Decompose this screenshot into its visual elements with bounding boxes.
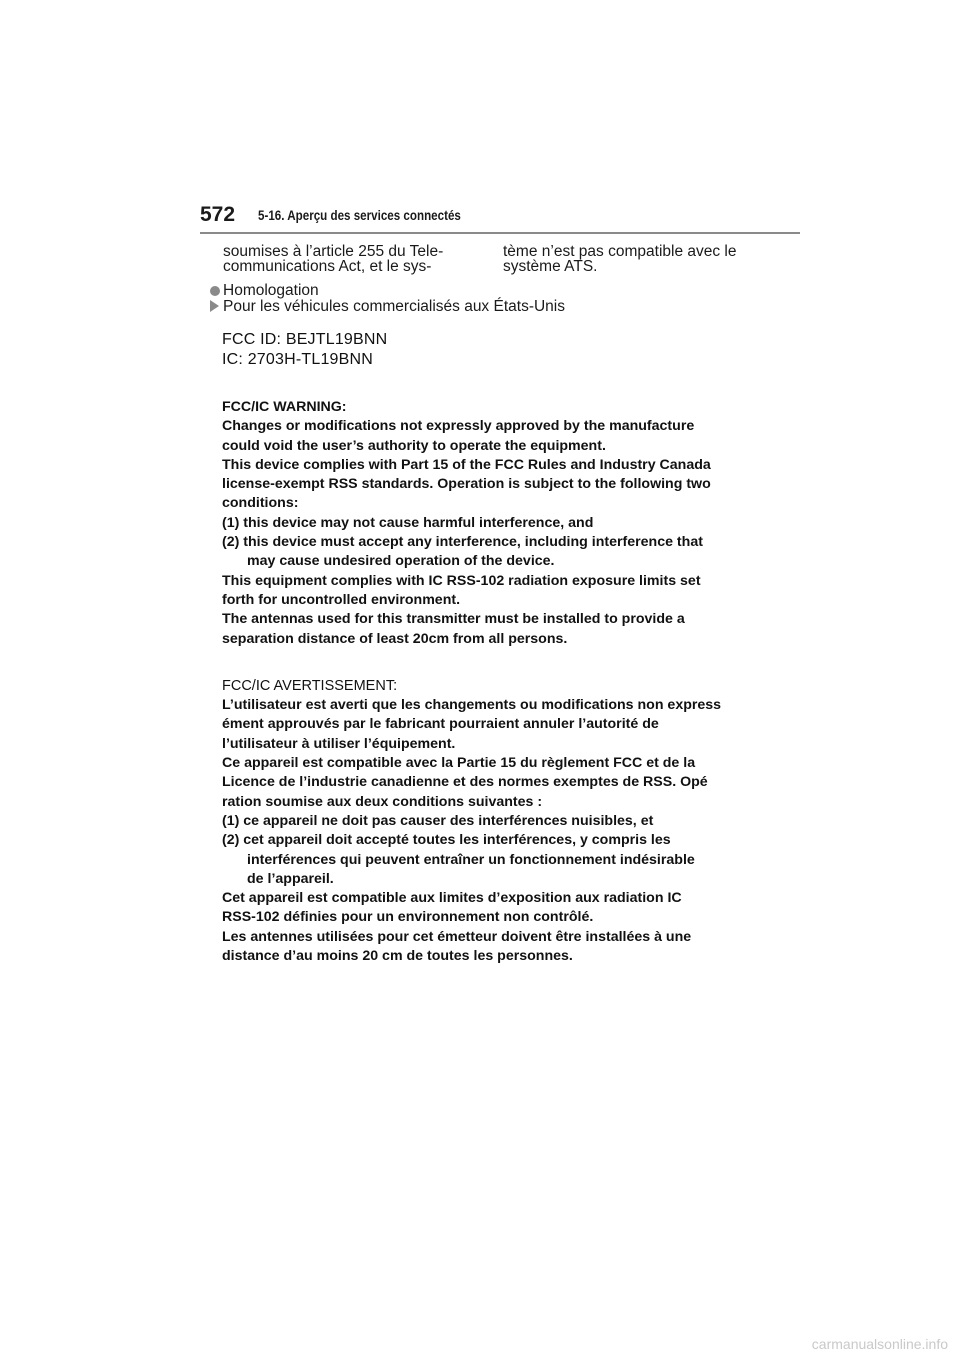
- page-number: 572: [200, 203, 236, 226]
- warning-fr-line: Les antennes utilisées pour cet émetteur doivent être installées à une: [222, 928, 692, 945]
- intro-left-line: communications Act, et le sys-: [223, 258, 432, 275]
- warning-en-line: (2) this device must accept any interference, including interference that: [222, 534, 703, 551]
- warning-en-line: The antennas used for this transmitter must be installed to provide a: [222, 611, 685, 628]
- header-rule: [200, 232, 800, 234]
- warning-en-line: Changes or modifications not expressly approved by the manufacture: [222, 418, 695, 435]
- arrow-right-icon: [210, 300, 219, 312]
- section-title: 5-16. Aperçu des services connectés: [258, 208, 461, 223]
- warning-en-line: conditions:: [222, 495, 299, 512]
- warning-en-line: could void the user’s authority to operate the equipment.: [222, 437, 606, 454]
- warning-fr-line: RSS-102 définies pour un environnement non contrôlé.: [222, 909, 594, 926]
- fcc-id-line: FCC ID: BEJTL19BNN: [222, 331, 388, 348]
- bullet-label: Homologation: [223, 282, 319, 299]
- warning-en-line: forth for uncontrolled environment.: [222, 591, 461, 608]
- warning-fr-line: distance d’au moins 20 cm de toutes les personnes.: [222, 948, 573, 965]
- watermark-link[interactable]: carmanualsonline.info: [811, 1336, 948, 1352]
- subitem-label: Pour les véhicules commercialisés aux États-Unis: [223, 298, 565, 315]
- intro-right-line: système ATS.: [503, 258, 598, 275]
- warning-en-line: may cause undesired operation of the device.: [247, 553, 555, 570]
- warning-fr-line: Ce appareil est compatible avec la Partie 15 du règlement FCC et de la: [222, 755, 696, 772]
- warning-fr-line: Cet appareil est compatible aux limites d’exposition aux radiation IC: [222, 890, 682, 907]
- warning-en-line: separation distance of least 20cm from all persons.: [222, 630, 568, 647]
- warning-fr-line: ément approuvés par le fabricant pourraient annuler l’autorité de: [222, 716, 659, 733]
- ic-id-line: IC: 2703H-TL19BNN: [222, 351, 374, 368]
- regulatory-label-image: [222, 330, 762, 966]
- warning-en-heading: FCC/IC WARNING:: [222, 399, 347, 415]
- homologation-bullet: [210, 283, 319, 299]
- warning-fr-line: (2) cet appareil doit accepté toutes les interférences, y compris les: [222, 832, 671, 849]
- intro-left-line: soumises à l’article 255 du Tele-: [223, 243, 444, 260]
- bullet-dot-icon: [210, 286, 220, 296]
- intro-left-column: [223, 244, 493, 274]
- warning-fr-line: Licence de l’industrie canadienne et des normes exemptes de RSS. Opé: [222, 774, 708, 791]
- warning-fr-line: de l’appareil.: [247, 870, 334, 887]
- warning-en-line: This equipment complies with IC RSS-102 radiation exposure limits set: [222, 572, 701, 589]
- warning-fr-line: (1) ce appareil ne doit pas causer des interférences nuisibles, et: [222, 812, 654, 829]
- intro-right-line: tème n’est pas compatible avec le: [503, 243, 737, 260]
- us-vehicles-subitem: [210, 299, 565, 315]
- intro-right-column: [503, 244, 773, 274]
- warning-fr-heading: FCC/IC AVERTISSEMENT:: [222, 677, 398, 694]
- warning-fr-line: ration soumise aux deux conditions suivantes :: [222, 793, 543, 810]
- warning-fr-line: L’utilisateur est averti que les changements ou modifications non express: [222, 697, 722, 714]
- warning-fr-line: l’utilisateur à utiliser l’équipement.: [222, 735, 456, 752]
- warning-en-line: This device complies with Part 15 of the FCC Rules and Industry Canada: [222, 456, 711, 473]
- warning-en-line: (1) this device may not cause harmful interference, and: [222, 514, 594, 531]
- warning-fr-line: interférences qui peuvent entraîner un fonctionnement indésirable: [247, 851, 695, 868]
- warning-en-line: license-exempt RSS standards. Operation is subject to the following two: [222, 476, 711, 493]
